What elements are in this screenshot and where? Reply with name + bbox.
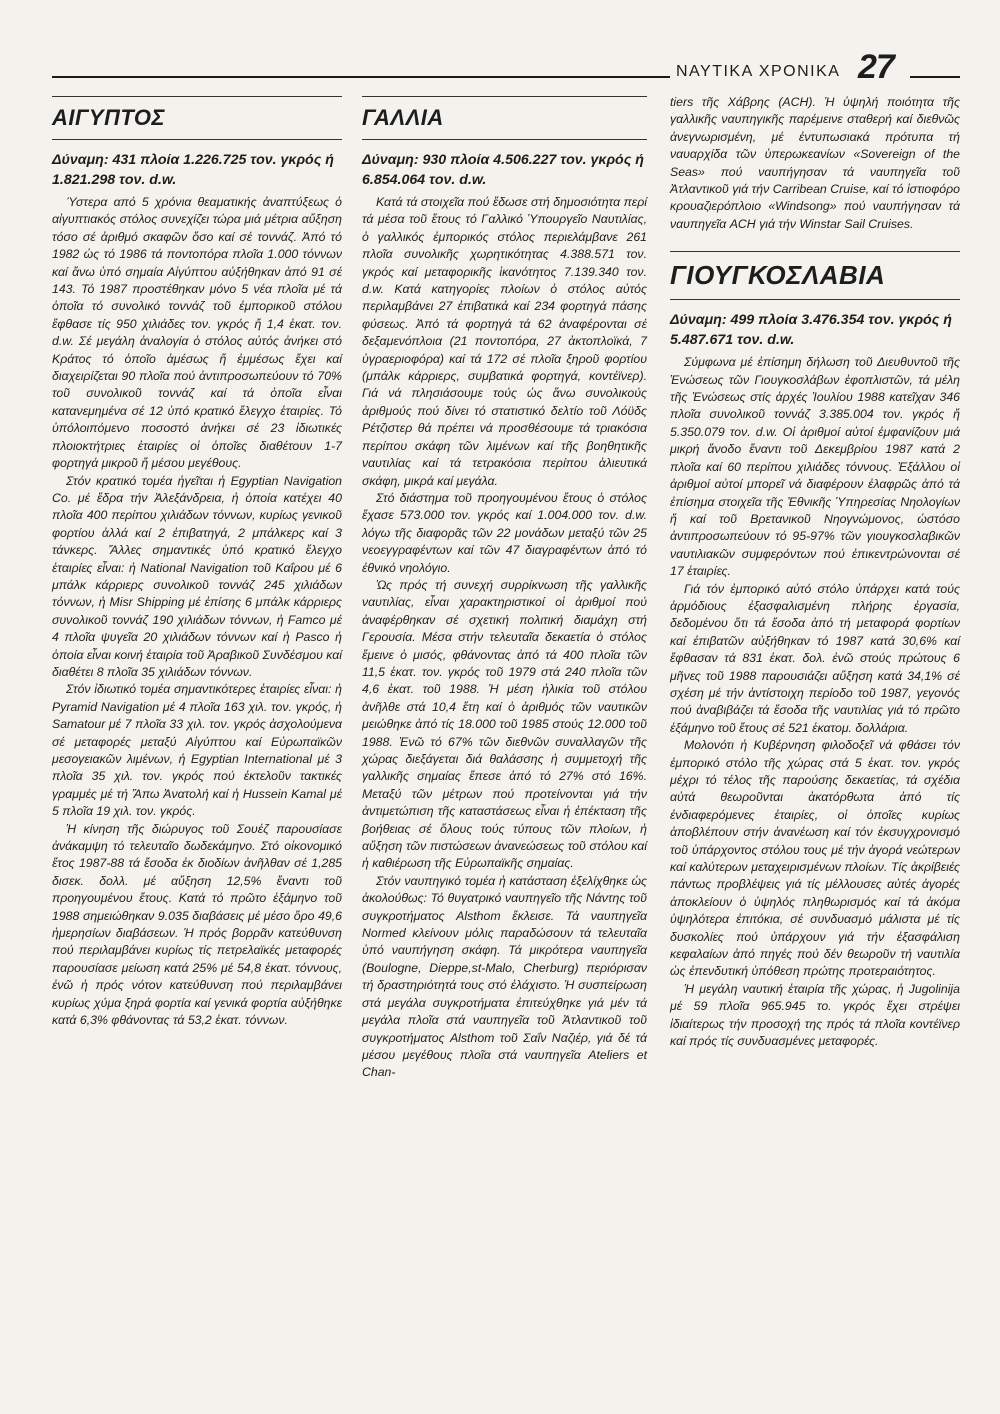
article-body-yugoslavia [670, 354, 960, 1050]
article-body-egypt [52, 194, 342, 1030]
header-rule-right [910, 76, 960, 78]
paragraph: Μολονότι ἡ Κυβέρνηση φιλοδοξεῖ νά φθάσει τόν ἐμπορικό στόλο τῆς χώρας στά 5 ἑκατ. τον. γκρός μέχρι τό τέλος τῆς παρούσης δεκαετίας, τά σχέδια αὐτά θεωροῦνται ἀκατόρθωτα ἀπό τίς ἐνδιαφερόμενες ἑταιρίες, οἱ ὁποῖες κυρίως ἀποβλέπουν στήν ἀνανέωση καί τόν ἐκσυγχρονισμό τοῦ ὑπάρχοντος στόλου τους μέ τήν ἀγορά νεώτερων καί καλύτερων μεταχειρισμένων πλοίων. Τίς ἀκρίβειές πάντως προβλέψεις γιά τίς μέλλουσες αὐτές ἀγορές ἀποκλείουν ὁ ὑψηλός πληθωρισμός καί τά ἀκόμα ὑψηλότερα ἐπιτόκια, σέ συνδυασμό μάλιστα μέ τίς δυσκολίες πού ὑπάρχουν γιά τήν ἐξασφάλιση κεφαλαίων ἀπό πηγές πού δέν θεωροῦν τή ναυτιλία ὡς ἐπενδυτική ὑπόθεση πρώτης προτεραιότητος. [670, 738, 960, 979]
paragraph: Ὡς πρός τή συνεχή συρρίκνωση τῆς γαλλικῆς ναυτιλίας, εἶναι χαρακτηριστικοί οἱ ἀριθμοί πού ἀναφέρθηκαν σέ σχετική πολιτική διαμάχη στή Γερουσία. Μέσα στήν τελευταῖα δεκαετία ὁ στόλος ἔμεινε ὁ μισός, φθάνοντας ἀπό τά 400 πλοῖα τῶν 11,5 ἑκατ. τον. γκρός τοῦ 1979 στά 240 πλοῖα τῶν 4,6 ἑκατ. τοῦ 1988. Ἡ μέση ἡλικία τοῦ στόλου ἀνῆλθε στά 10,4 ἔτη καί ὁ ἀριθμός τῶν ναυτικῶν μειώθηκε ἀπό τίς 18.000 τοῦ 1985 στούς 12.000 τοῦ 1988. Ἐνῶ τό 67% τῶν διεθνῶν συναλλαγῶν τῆς χώρας διεξάγεται διά θαλάσσης ἡ συμμετοχή τῆς γαλλικῆς σημαίας ἔπεσε ἀπό τό 27% στό 16%. Μεταξύ τῶν μέτρων πού προτείνονται γιά τήν ἀντιμετώπιση τῆς καταστάσεως εἶναι ἡ ἐπέκταση τῆς βοήθειας σέ ὅλους τούς τύπους τῶν πλοίων, ἡ αὔξηση τῶν πιστώσεων ἀνανεώσεως τοῦ στόλου καί ἡ καθιέρωση τῆς Εὐρωπαϊκῆς σημαίας. [362, 577, 647, 871]
section-heading-egypt: ΑΙΓΥΠΤΟΣ [52, 105, 166, 130]
column-egypt [52, 96, 342, 1030]
section-rule-bottom [670, 299, 960, 300]
article-body-france-continued [670, 94, 960, 233]
fleet-power-egypt: Δύναμη: 431 πλοία 1.226.725 τον. γκρός ή 1.821.298 τον. d.w. [52, 152, 334, 188]
section-heading-yugoslavia: ΓΙΟΥΓΚΟΣΛΑΒΙΑ [670, 260, 886, 291]
section-rule-top [52, 96, 342, 97]
paragraph: Ἡ μεγάλη ναυτική ἑταιρία τῆς χώρας, ἡ Jugolinija μέ 59 πλοῖα 965.945 το. γκρός ἔχει στρέψει ἰδιαίτερως τήν προσοχή της πρός τά πλοῖα κοντέϊνερ καί πρός τίς συνδυασμένες μεταφορές. [670, 981, 960, 1049]
section-heading-france: ΓΑΛΛΙΑ [362, 105, 444, 130]
section-rule-bottom [52, 139, 342, 140]
section-rule-bottom [362, 139, 647, 140]
fleet-power-yugoslavia: Δύναμη: 499 πλοία 3.476.354 τον. γκρός ή 5.487.671 τον. d.w. [670, 312, 952, 349]
header-rule-left [52, 76, 670, 78]
paragraph: Ἡ κίνηση τῆς διώρυγος τοῦ Σουέζ παρουσίασε ἀνάκαμψη τό τελευταῖο δωδεκάμηνο. Στό οἰκονομικό ἔτος 1987-88 τά ἔσοδα ἐκ διοδίων ἀνῆλθαν σέ 1,285 δισεκ. δολλ. μέ αὔξηση 12,5% ἔναντι τοῦ προηγουμένου ἔτους. Κατά τό πρῶτο ἑξάμηνο τοῦ 1988 σημειώθηκαν 9.035 διαβάσεις μέ μέσο ὅρο 49,6 ἡμερησίων διαβάσεων. Ἡ πρός βορρᾶν κατεύθυνση πού περιλαμβάνει κυρίως τίς πετρελαϊκές μεταφορές παρουσίασε μείωση κατά 25% μέ 54,8 ἑκατ. τόννους, ἐνῶ ἡ πρός νότον κατεύθυνση πού περιλαμβάνει κυρίως χύμα ξηρά φορτία καί γενικά φορτία αὐξήθηκε κατά 6,3% φθάνοντας τά 53,2 ἑκατ. τόννων. [52, 821, 342, 1028]
section-rule-top [670, 251, 960, 252]
column-yugoslavia [670, 94, 960, 1051]
paragraph: Κατά τά στοιχεῖα πού ἔδωσε στή δημοσιότητα περί τά μέσα τοῦ ἔτους τό Γαλλικό Ὑπουργεῖο Ναυτιλίας, ὁ γαλλικός ἐμπορικός στόλος περιελάμβανε 261 πλοῖα συνολικῆς χωρητικότητας 4.388.571 τον. γκρός καί μεταφορικῆς ἱκανότητος 7.139.340 τον. d.w. Κατά κατηγορίες πλοίων ὁ στόλος αὐτός περιλαμβάνει 27 ἐπιβατικά καί 234 φορτηγά πάσης φύσεως. Ἀπό τά φορτηγά τά 62 ἀναφέρονται σέ δεξαμενόπλοια (21 ποντοπόρα, 27 ἀκτοπλοϊκά, 7 ὑγραεριοφόρα) καί τά 172 σέ πλοῖα ξηροῦ φορτίου (μπάλκ κάρριερς, συμβατικά φορτηγά, κοντέϊνερ). Γιά νά πλησιάσουμε τούς ὡς ἄνω συνολικούς ἀριθμούς πού δίνει τό στατιστικό δελτίο τοῦ Λόϋδς Ρέτζιστερ θά πρέπει νά προσθέσουμε τά τριακόσια περίπου σκάφη τῶν λιμένων καί τῆς βοηθητικῆς ναυτιλίας καί τά τετρακόσια περίπου ἁλιευτικά σκάφη, μικρά καί μεγάλα. [362, 195, 647, 488]
paragraph: Στό διάστημα τοῦ προηγουμένου ἔτους ὁ στόλος ἔχασε 573.000 τον. γκρός καί 1.004.000 τον. d.w. λόγω τῆς διαφορᾶς τῶν 22 μονάδων μεταξύ τῶν 25 νεοεγγραφέντων καί τῶν 47 διαγραφέντων ἀπό τό ἐθνικό νηολόγιο. [362, 490, 647, 575]
paragraph: Γιά τόν ἐμπορικό αὐτό στόλο ὑπάρχει κατά τούς ἁρμόδιους ἐξασφαλισμένη πλήρης ἐργασία, δεδομένου ὅτι τά ἔσοδα ἀπό τή μεταφορά φορτίων καί ἐπιβατῶν αὐξήθηκαν τό 1987 κατά 30,6% καί ἔφθασαν τά 831 ἑκατ. δολ. ἐνῶ στούς πρώτους 6 μῆνες τοῦ 1988 παρουσιάζει αὔξηση κατά 34,1% σέ σχέση μέ τήν ἀντίστοιχη περίοδο τοῦ 1987, γεγονός πού ἀναβιβάζει τά ἔσοδα τῆς ναυτιλίας γιά τό πρῶτο ἑξάμηνο τοῦ ἔτους σέ 521 ἑκατομ. δολλάρια. [670, 581, 960, 735]
paragraph: Στόν ἰδιωτικό τομέα σημαντικότερες ἑταιρίες εἶναι: ἡ Pyramid Navigation μέ 4 πλοῖα 163 χιλ. τον. γκρός, ἡ Samatour μέ 7 πλοῖα 33 χιλ. τον. γκρός ἀσχολούμενα σέ μεταφορές μεταξύ Αἰγύπτου καί Εὐρωπαϊκῶν μεσογειακῶν λιμένων, ἡ Egyptian International μέ 3 πλοῖα 35 χιλ. τον. γκρός πού ἐκτελοῦν τακτικές γραμμές μέ τή Ἄπω Ἀνατολή καί ἡ Hussein Kamal μέ 5 πλοῖα 19 χιλ. τον. γκρός. [52, 682, 342, 819]
paragraph: tiers τῆς Χάβρης (ACH). Ἡ ὑψηλή ποιότητα τῆς γαλλικῆς ναυπηγικῆς παρέμεινε σταθερή καί διεθνῶς ἀνεγνωρισμένη, μέ ἐντυπωσιακά πρότυπα τή ναυαρχίδα τῶν ὑπερωκεανίων «Sovereign of the Seas» πού ναυπήγησαν τά ναυπηγεῖα τοῦ Ἀτλαντικοῦ γιά τήν Carribean Cruise, καί τό ἱστιοφόρο κρουαζιερόπλοιο «Windsong» πού ναυπήγησαν τά ναυπηγεῖα ACH γιά τήν Winstar Sail Cruises. [670, 95, 960, 231]
column-france [362, 96, 647, 1082]
paragraph: Σύμφωνα μέ ἐπίσημη δήλωση τοῦ Διευθυντοῦ τῆς Ἑνώσεως τῶν Γιουγκοσλάβων ἐφοπλιστῶν, τά μέλη τῆς Ἑνώσεως στίς ἀρχές Ἰουλίου 1988 κατεῖχαν 346 πλοῖα συνολικοῦ τοννάζ 3.385.004 τον. γκρός ἤ 5.350.079 τον. d.w. Οἱ ἀριθμοί αὐτοί ἐμφανίζουν μιά μικρή ἄνοδο ἔναντι τοῦ Δεκεμβρίου 1987 κατά 2 πλοῖα καί 60 περίπου χιλιάδες τόννους. Ἐξάλλου οἱ ἀριθμοί αὐτοί μπορεῖ νά διαφέρουν ἐλαφρῶς ἀπό τά ἐπίσημα στοιχεῖα τῆς Ἐθνικῆς Ὑπηρεσίας Νηολογίων ἤ καί τοῦ Βρετανικοῦ Νηογνώμονος, ὡστόσο ἀντιπροσωπεύουν τό 95-97% τῶν γιουγκοσλαβικῶν ναυτιλιακῶν συμφερόντων πού ἐπικεντρώνονται σέ 17 ἑταιρίες. [670, 355, 960, 579]
paragraph: Ύστερα από 5 χρόνια θεαματικής ἀναπτύξεως ὁ αἰγυπτιακός στόλος συνεχίζει τώρα μιά μέτρια αὔξηση τόσο σέ ἀριθμό σκαφῶν ὅσο καί σέ τοννάζ. Ἀπό τό 1982 ὡς τό 1986 τά ποντοπόρα πλοῖα 1.000 τόννων καί ἄνω ὑπό σημαία Αἰγύπτου αὐξήθηκαν ἀπό 91 σέ 143. Τό 1987 προστέθηκαν μόνο 5 νέα πλοῖα μέ τά ὁποῖα τό συνολικό τοννάζ τοῦ ἐμπορικοῦ στόλου ἔφθασε τίς 950 χιλιάδες τον. γκρός ἤ 1,4 ἑκατ. τον. d.w. Σέ μεγάλη ἀναλογία ὁ στόλος αὐτός ἀνήκει στό Κράτος τό ὁποῖο ἀμέσως ἤ ἐμμέσως ἔχει καί διαχειρίζεται 90 πλοῖα πού ἀντιπροσωπεύουν τό 70% τοῦ συνολικοῦ τοννάζ καί τά ὁποῖα εἶναι κατανεμημένα σέ 12 ὑπό κρατικό ἔλεγχο ἑταιρίες. Τό ὑπόλοιπόμενο ποσοστό ἀνήκει σέ 23 ἰδιωτικές πλοιοκτήτριες ἑταιρίες οἱ ὁποῖες διαθέτουν 1-7 φορτηγά μικροῦ ἤ μέσου μεγέθους. [52, 195, 342, 471]
magazine-title: ΝΑΥΤΙΚΑ ΧΡΟΝΙΚΑ [676, 63, 841, 80]
fleet-power-france: Δύναμη: 930 πλοία 4.506.227 τον. γκρός ή 6.854.064 τον. d.w. [362, 152, 644, 188]
article-body-france [362, 194, 647, 1082]
section-rule-top [362, 96, 647, 97]
page-number: 27 [858, 48, 894, 86]
paragraph: Στόν ναυπηγικό τομέα ἡ κατάσταση ἐξελίχθηκε ὡς ἀκολούθως: Τό θυγατρικό ναυπηγεῖο τῆς Νάντης τοῦ συγκροτήματος Alsthom ἔκλεισε. Τά ναυπηγεῖα Normed κλείνουν μόλις παραδώσουν τά τελευταῖα ὑπό ναυπήγηση σκάφη. Τά μικρότερα ναυπηγεῖα (Boulogne, Dieppe,st-Malo, Cherburg) περιόρισαν τή δραστηριότητά τους στό ἐλάχιστο. Ἡ συσπείρωση στά μεγάλα συγκροτήματα ἐπιτεύχθηκε γιά μέν τά μεγάλα πλοῖα στά ναυπηγεῖα τοῦ Ἀτλαντικοῦ τοῦ συγκροτήματος Alsthom τοῦ Σαΐν Ναζιέρ, γιά δέ τά μέσου μεγέθους πλοῖα στά ναυπηγεῖα Ateliers et Chan- [362, 873, 647, 1080]
paragraph: Στόν κρατικό τομέα ἡγεῖται ἡ Egyptian Navigation Co. μέ ἕδρα τήν Ἀλεξάνδρεια, ἡ ὁποία κατέχει 40 πλοῖα 400 περίπου χιλιάδων τόννων, κυρίως γενικοῦ φορτίου ἀλλά καί 2 ἐπιβατηγά, 2 μπάλκερς καί 3 τάνκερς. Ἄλλες σημαντικές ὑπό κρατικό ἔλεγχο ἑταιρίες εἶναι: ἡ National Navigation τοῦ Καΐρου μέ 6 μπάλκ κάρριερς συνολικοῦ τοννάζ 245 χιλιάδων τόννων, ἡ Misr Shipping μέ ἐπίσης 6 μπάλκ κάρριερς συνολικοῦ τοννάζ 190 χιλιάδων τόννων, ἡ Famco μέ 4 πλοῖα ψυγεῖα 20 χιλιάδων τόννων καί ἡ Pasco ἡ ὁποία εἶναι κοινή ἑταιρία τοῦ Ἀραβικοῦ Συνδέσμου καί διαθέτει 8 πλοῖα 35 χιλιάδων τόννων. [52, 473, 342, 679]
